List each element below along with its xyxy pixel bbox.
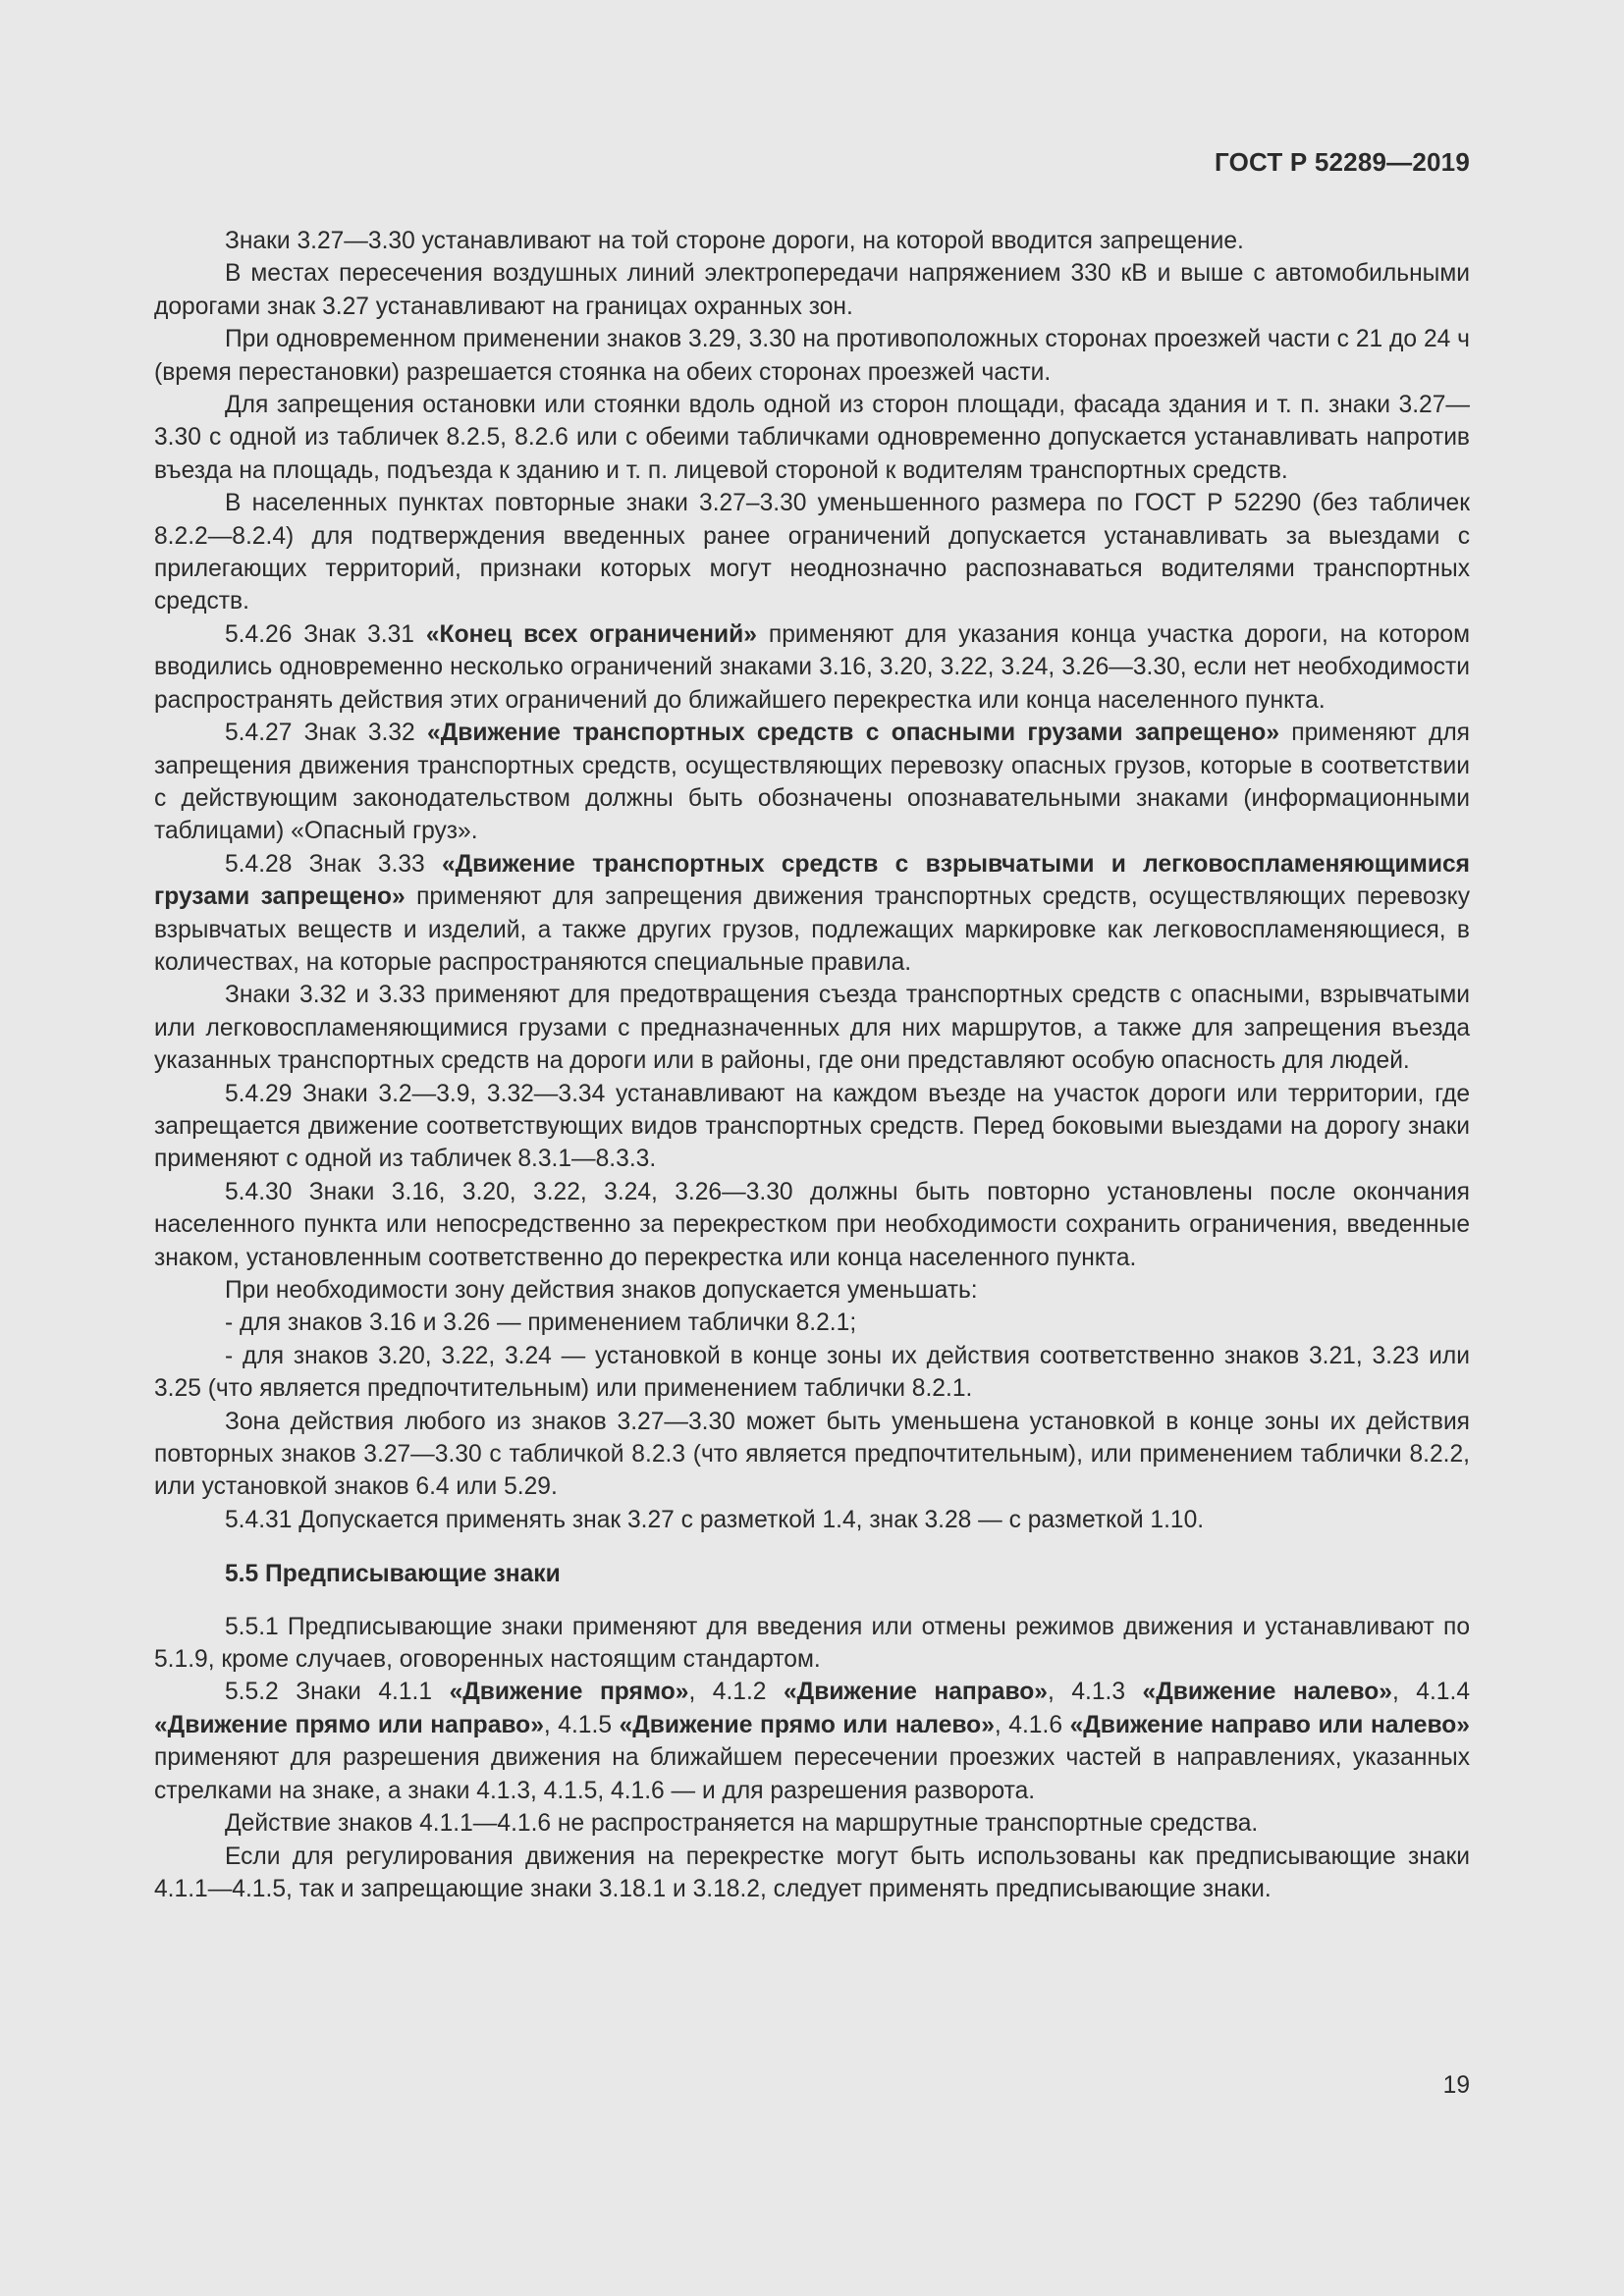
page-body [154,225,1470,1905]
clause-text: применяют для запрещения движения транспортных средств, осуществляющих перевозку опасных грузов, которые в соответствии с действующим законодательством должны быть обозначены опознавательными знаками (информационными таблицами) «Опасный груз». [154,720,1470,845]
sign-name: «Движение направо» [784,1679,1048,1706]
document-header: ГОСТ Р 52289—2019 [1215,147,1470,177]
clause-text: , 4.1.2 [688,1679,784,1706]
clause-text: применяют для разрешения движения на ближайшем пересечении проезжих частей в направлениях, указанных стрелками на знаке, а знаки 4.1.3, 4.1.5, 4.1.6 — и для разрешения разворота. [154,1744,1470,1804]
paragraph: При необходимости зону действия знаков допускается уменьшать: [225,1277,978,1304]
clause-5-4-26 [154,618,1470,717]
paragraph: Действие знаков 4.1.1—4.1.6 не распространяется на маршрутные транспортные средства. [225,1810,1259,1838]
sign-name: «Движение транспортных средств с взрывчатыми и легковоспламеняющимися грузами запрещено» [154,850,1470,911]
sign-name: «Движение направо или налево» [1069,1711,1470,1738]
clause-5-5-1: 5.5.1 Предписывающие знаки применяют для введения или отмены режимов движения и устанавливают по 5.1.9, кроме случаев, оговоренных настоящим стандартом. [154,1613,1470,1674]
clause-text: , 4.1.3 [1047,1679,1143,1706]
sign-name: «Конец всех ограничений» [425,620,757,648]
sign-name: «Движение прямо» [449,1679,689,1706]
sign-name: «Движение прямо или направо» [154,1711,544,1738]
clause-5-4-31: 5.4.31 Допускается применять знак 3.27 с разметкой 1.4, знак 3.28 — с разметкой 1.10. [225,1506,1205,1533]
clause-5-4-28 [154,848,1470,980]
paragraph: При одновременном применении знаков 3.29, 3.30 на противоположных сторонах проезжей части с 21 до 24 ч (время перестановки) разрешается стоянка на обеих сторонах проезжей части. [154,326,1470,386]
clause-text: 5.5.2 Знаки 4.1.1 [225,1679,450,1706]
page-number: 19 [1442,2072,1470,2099]
clause-5-4-30: 5.4.30 Знаки 3.16, 3.20, 3.22, 3.24, 3.26—3.30 должны быть повторно установлены после окончания населенного пункта или непосредственно за перекрестком при необходимости сохранить ограничения, введенные знаком, установленным соответственно до перекрестка или конца населенного пункта. [154,1178,1470,1271]
paragraph: Знаки 3.27—3.30 устанавливают на той стороне дороги, на которой вводится запрещение. [225,228,1244,254]
clause-text: применяют для запрещения движения транспортных средств, осуществляющих перевозку взрывчатых веществ и изделий, а также других грузов, подлежащих маркировке как легковоспламеняющиеся, в количествах, на которые распространяются специальные правила. [154,883,1470,976]
section-title: 5.5 Предписывающие знаки [225,1561,561,1588]
clause-text: , 4.1.5 [543,1711,620,1738]
clause-text: , 4.1.6 [994,1711,1070,1738]
paragraph: В населенных пунктах повторные знаки 3.27–3.30 уменьшенного размера по ГОСТ Р 52290 (без табличек 8.2.2—8.2.4) для подтверждения введенных ранее ограничений допускается устанавливать за выездами с прилегающих территорий, признаки которых могут неоднозначно распознаваться водителями транспортных средств. [154,490,1470,615]
clause-text: 5.4.27 Знак 3.32 [225,720,428,747]
clause-text: 5.4.26 Знак 3.31 [225,620,426,648]
clause-text: , 4.1.4 [1391,1679,1471,1706]
clause-5-4-29: 5.4.29 Знаки 3.2—3.9, 3.32—3.34 устанавливают на каждом въезде на участок дороги или территории, где запрещается движение соответствующих видов транспортных средств. Перед боковыми выездами на дорогу знаки применяют с одной из табличек 8.3.1—8.3.3. [154,1080,1470,1173]
list-item: - для знаков 3.16 и 3.26 — применением таблички 8.2.1; [225,1309,857,1337]
sign-name: «Движение транспортных средств с опасными грузами запрещено» [427,720,1279,747]
list-item: - для знаков 3.20, 3.22, 3.24 — установкой в конце зоны их действия соответственно знаков 3.21, 3.23 или 3.25 (что является предпочтительным) или применением таблички 8.2.1. [154,1342,1470,1403]
paragraph: Зона действия любого из знаков 3.27—3.30 может быть уменьшена установкой в конце зоны их действия повторных знаков 3.27—3.30 с табличкой 8.2.3 (что является предпочтительным), или применением таблички 8.2.2, или установкой знаков 6.4 или 5.29. [154,1408,1470,1501]
paragraph: В местах пересечения воздушных линий электропередачи напряжением 330 кВ и выше с автомобильными дорогами знак 3.27 устанавливают на границах охранных зон. [154,260,1470,320]
sign-name: «Движение прямо или налево» [619,1711,995,1738]
sign-name: «Движение налево» [1142,1679,1392,1706]
clause-5-4-27 [154,717,1470,848]
clause-text: применяют для указания конца участка дороги, на котором вводились одновременно несколько ограничений знаками 3.16, 3.20, 3.22, 3.24, 3.26—3.30, если нет необходимости распространять действия этих ограничений до ближайшего перекрестка или конца населенного пункта. [154,620,1470,714]
clause-5-5-2 [154,1676,1470,1807]
clause-text: 5.4.28 Знак 3.33 [225,850,442,878]
paragraph: Для запрещения остановки или стоянки вдоль одной из сторон площади, фасада здания и т. п. знаки 3.27—3.30 с одной из табличек 8.2.5, 8.2.6 или с обеими табличками одновременно допускается устанавливать напротив въезда на площадь, подъезда к зданию и т. п. лицевой стороной к водителям транспортных средств. [154,392,1470,484]
paragraph: Если для регулирования движения на перекрестке могут быть использованы как предписывающие знаки 4.1.1—4.1.5, так и запрещающие знаки 3.18.1 и 3.18.2, следует применять предписывающие знаки. [154,1842,1470,1902]
paragraph: Знаки 3.32 и 3.33 применяют для предотвращения съезда транспортных средств с опасными, взрывчатыми или легковоспламеняющимися грузами с предназначенных для них маршрутов, а также для запрещения въезда указанных транспортных средств на дороги или в районы, где они представляют особую опасность для людей. [154,982,1470,1075]
